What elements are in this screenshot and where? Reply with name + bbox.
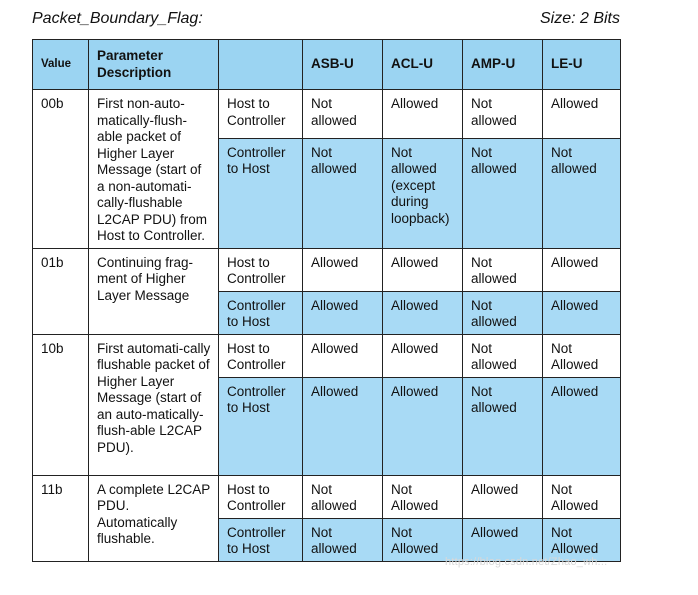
acl-cell: Allowed	[383, 291, 463, 334]
value-cell: 11b	[33, 475, 89, 561]
amp-cell: Not allowed	[463, 138, 543, 248]
field-size: Size: 2 Bits	[539, 10, 620, 27]
acl-cell: Allowed	[383, 334, 463, 377]
table-row	[33, 475, 621, 518]
value-cell: 10b	[33, 334, 89, 475]
header-row	[33, 40, 621, 90]
header-direction	[219, 40, 303, 90]
acl-cell: Not Allowed	[383, 518, 463, 561]
amp-cell: Allowed	[463, 518, 543, 561]
acl-cell: Not Allowed	[383, 475, 463, 518]
acl-cell: Allowed	[383, 377, 463, 475]
header-value: Value	[33, 40, 89, 90]
description-cell: First non-auto-matically-flush-able packet of Higher Layer Message (start of a non-automati-cally-flushable L2CAP PDU) from Host to Controller.	[89, 90, 219, 249]
header-amp-u: AMP-U	[463, 40, 543, 90]
asb-cell: Allowed	[303, 291, 383, 334]
asb-cell: Not allowed	[303, 518, 383, 561]
direction-cell: Controller to Host	[219, 377, 303, 475]
le-cell: Allowed	[543, 377, 621, 475]
description-cell: A complete L2CAP PDU. Automatically flushable.	[89, 475, 219, 561]
direction-cell: Host to Controller	[219, 90, 303, 139]
table-heading	[32, 10, 620, 34]
le-cell: Allowed	[543, 291, 621, 334]
acl-cell: Allowed	[383, 248, 463, 291]
asb-cell: Not allowed	[303, 90, 383, 139]
watermark-text: https://blog.csdn.net/Zhao_wh...	[445, 556, 608, 568]
acl-cell: Allowed	[383, 90, 463, 139]
le-cell: Allowed	[543, 90, 621, 139]
header-le-u: LE-U	[543, 40, 621, 90]
table-row	[33, 334, 621, 377]
amp-cell: Not allowed	[463, 291, 543, 334]
direction-cell: Host to Controller	[219, 248, 303, 291]
amp-cell: Allowed	[463, 475, 543, 518]
packet-boundary-flag-table	[32, 39, 621, 562]
description-cell: Continuing frag-ment of Higher Layer Message	[89, 248, 219, 334]
asb-cell: Allowed	[303, 334, 383, 377]
direction-cell: Controller to Host	[219, 291, 303, 334]
table-row	[33, 90, 621, 139]
amp-cell: Not allowed	[463, 377, 543, 475]
le-cell: Allowed	[543, 248, 621, 291]
amp-cell: Not allowed	[463, 90, 543, 139]
amp-cell: Not allowed	[463, 248, 543, 291]
field-title: Packet_Boundary_Flag:	[32, 10, 203, 27]
le-cell: Not Allowed	[543, 475, 621, 518]
amp-cell: Not allowed	[463, 334, 543, 377]
direction-cell: Controller to Host	[219, 138, 303, 248]
description-cell: First automati-cally flushable packet of Higher Layer Message (start of an auto-matically-flush-able L2CAP PDU).	[89, 334, 219, 475]
acl-cell: Not allowed (except during loopback)	[383, 138, 463, 248]
value-cell: 00b	[33, 90, 89, 249]
table-row	[33, 248, 621, 291]
direction-cell: Host to Controller	[219, 475, 303, 518]
direction-cell: Host to Controller	[219, 334, 303, 377]
asb-cell: Not allowed	[303, 138, 383, 248]
le-cell: Not allowed	[543, 138, 621, 248]
direction-cell: Controller to Host	[219, 518, 303, 561]
header-description: Parameter Description	[89, 40, 219, 90]
le-cell: Not Allowed	[543, 334, 621, 377]
asb-cell: Not allowed	[303, 475, 383, 518]
header-asb-u: ASB-U	[303, 40, 383, 90]
le-cell: Not Allowed	[543, 518, 621, 561]
asb-cell: Allowed	[303, 248, 383, 291]
asb-cell: Allowed	[303, 377, 383, 475]
header-acl-u: ACL-U	[383, 40, 463, 90]
value-cell: 01b	[33, 248, 89, 334]
